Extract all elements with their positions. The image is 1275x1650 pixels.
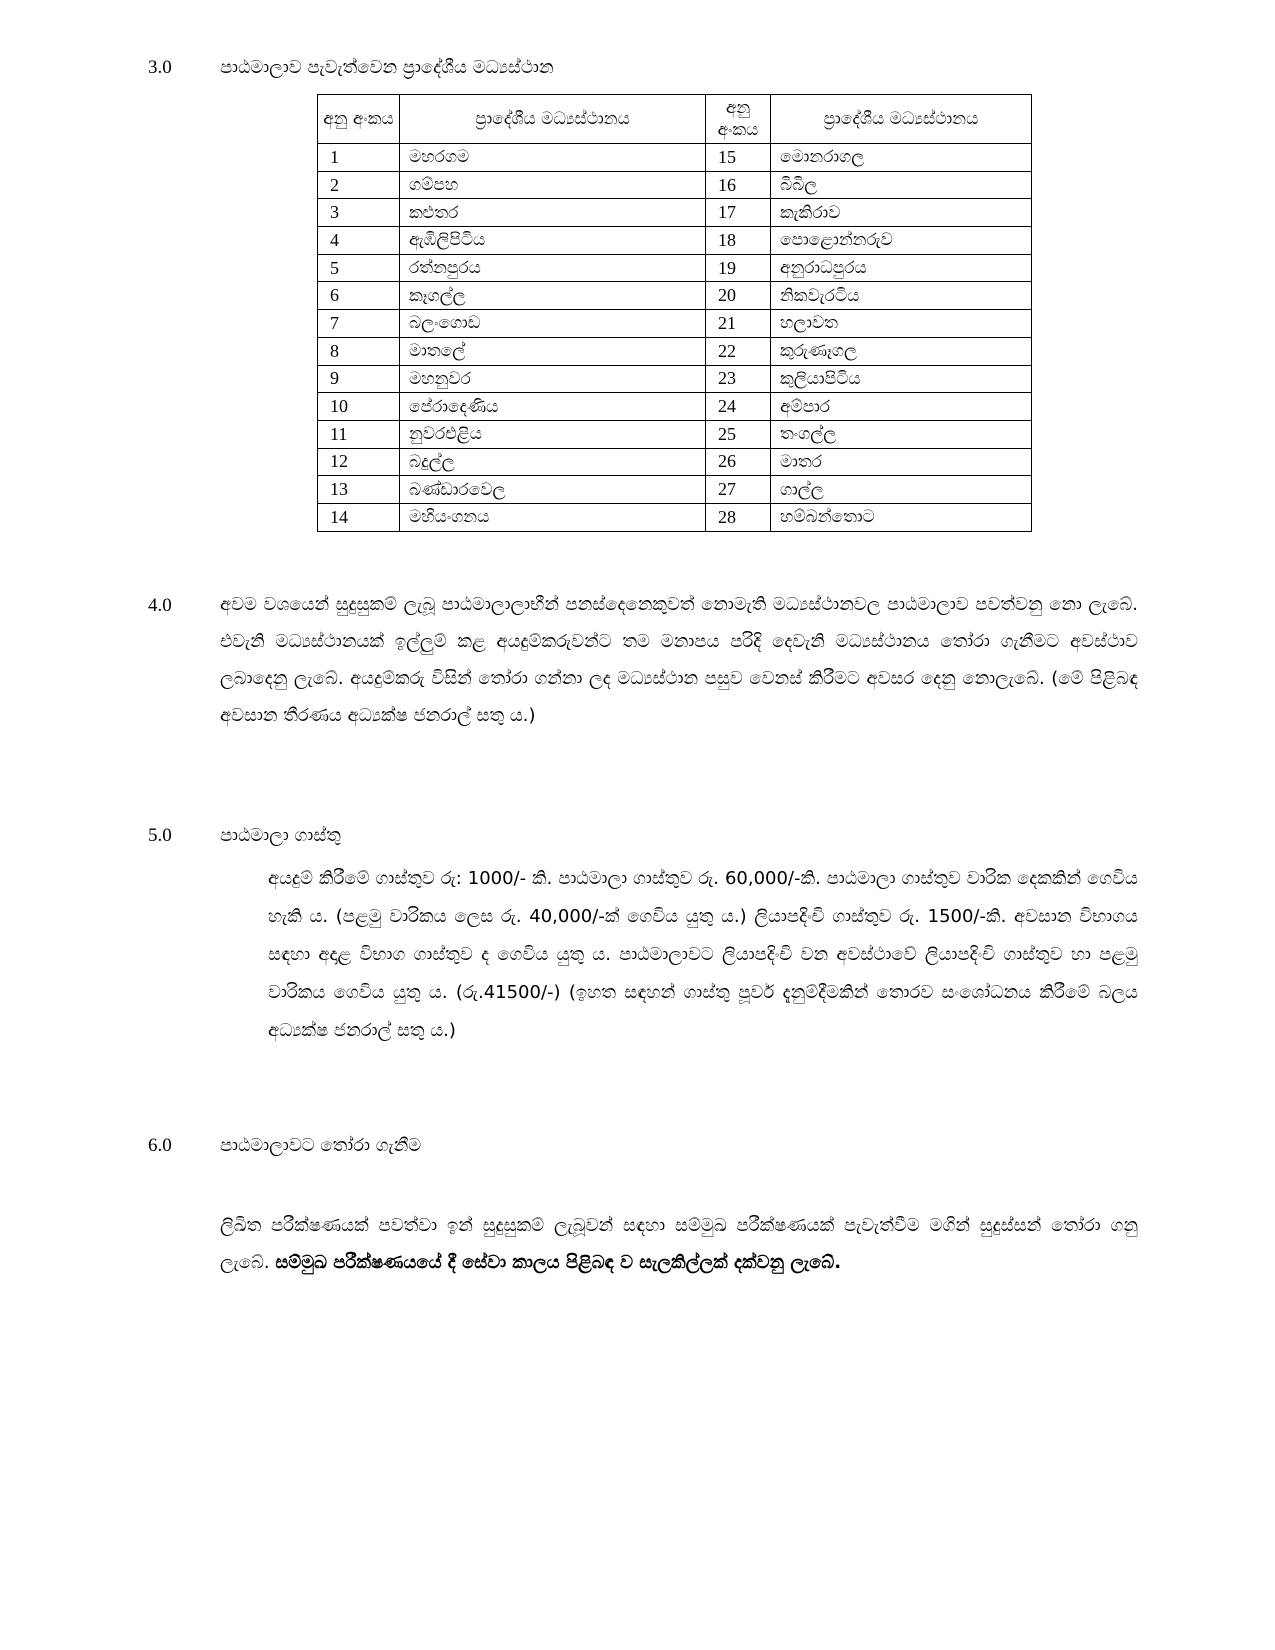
centre-name-cell: රත්නපුරය (400, 254, 706, 282)
centre-name-cell: පේරාදෙණිය (400, 393, 706, 421)
centre-name-cell: ගම්පහ (400, 171, 706, 199)
centre-name-cell: බලංගොඩ (400, 310, 706, 338)
serial-no-cell: 12 (318, 448, 400, 476)
section-5-number: 5.0 (148, 825, 172, 846)
serial-no-cell: 17 (706, 199, 771, 227)
serial-no-cell: 15 (706, 144, 771, 172)
header-regional-centre: ප්‍රාදේශීය මධ්‍යස්ථානය (400, 95, 706, 144)
table-row (318, 199, 1032, 227)
centre-name-cell: ඇඹිලිපිටිය (400, 227, 706, 255)
centre-name-cell: මහියංගනය (400, 503, 706, 531)
serial-no-cell: 9 (318, 365, 400, 393)
centre-name-cell: කුරුණෑගල (771, 337, 1032, 365)
serial-no-cell: 22 (706, 337, 771, 365)
header-serial-no: අනු අංකය (706, 95, 771, 144)
serial-no-cell: 11 (318, 420, 400, 448)
serial-no-cell: 19 (706, 254, 771, 282)
centre-name-cell: කළුතර (400, 199, 706, 227)
centre-name-cell: මාතර (771, 448, 1032, 476)
centre-name-cell: නිකවැරටිය (771, 282, 1032, 310)
table-row (318, 282, 1032, 310)
serial-no-cell: 13 (318, 476, 400, 504)
section-6-paragraph (220, 1207, 1138, 1281)
section-5-paragraph (268, 860, 1138, 1050)
table-row (318, 448, 1032, 476)
centre-name-cell: නුවරඑළිය (400, 420, 706, 448)
table-row (318, 171, 1032, 199)
centre-name-cell: පොළොන්නරුව (771, 227, 1032, 255)
serial-no-cell: 2 (318, 171, 400, 199)
table-row (318, 393, 1032, 421)
serial-no-cell: 5 (318, 254, 400, 282)
centre-name-cell: ගාල්ල (771, 476, 1032, 504)
table-row (318, 503, 1032, 531)
centre-name-cell: අම්පාර (771, 393, 1032, 421)
serial-no-cell: 27 (706, 476, 771, 504)
centre-name-cell: බිබිල (771, 171, 1032, 199)
serial-no-cell: 3 (318, 199, 400, 227)
centre-name-cell: මොනරාගල (771, 144, 1032, 172)
serial-no-cell: 4 (318, 227, 400, 255)
header-regional-centre: ප්‍රාදේශීය මධ්‍යස්ථානය (771, 95, 1032, 144)
table-body (318, 144, 1032, 532)
serial-no-cell: 24 (706, 393, 771, 421)
serial-no-cell: 14 (318, 503, 400, 531)
centre-name-cell: තංගල්ල (771, 420, 1032, 448)
centre-name-cell: අනුරාධපුරය (771, 254, 1032, 282)
section-6-title: පාඨමාලාවට තෝරා ගැනීම (220, 1135, 422, 1156)
serial-no-cell: 10 (318, 393, 400, 421)
serial-no-cell: 23 (706, 365, 771, 393)
table-row (318, 310, 1032, 338)
table-row (318, 420, 1032, 448)
section-5-text: අයදුම් කිරීමේ ගාස්තුව රු: 1000/- කි. පාඨමාලා ගාස්තුව රු. 60,000/-කි. පාඨමාලා ගාස්තුව වාරික දෙකකින් ගෙවිය හැකි ය. (පළමු වාරිකය ලෙස රු. 40,000/-ක් ගෙවිය යුතු ය.) ලියාපදිංචි ගාස්තුව රු. 1500/-කි. අවසාන විභාගය සඳහා අදාළ විභාග ගාස්තුව ද ගෙවිය යුතු ය. පාඨමාලාවට ලියාපදිංචි වන අවස්ථාවේ ලියාපදිංචි ගාස්තුව හා පළමු වාරිකය ගෙවිය යුතු ය. (රු.41500/-) (ඉහත සඳහන් ගාස්තු පූර්ව දැනුම්දීමකින් තොරව සංශෝධනය කිරීමේ බලය අධ්‍යක්ෂ ජනරාල් සතු ය.) (268, 868, 1138, 1041)
section-4-paragraph (220, 586, 1138, 734)
centre-name-cell: බණ්ඩාරවෙල (400, 476, 706, 504)
table-row (318, 337, 1032, 365)
section-4-text: අවම වශයෙන් සුදුසුකම් ලැබූ පාඨමාලාලාභීන් පනස්දෙනෙකුවත් නොමැති මධ්‍යස්ථානවල පාඨමාලාව පවත්වනු නො ලැබේ. එවැනි මධ්‍යස්ථානයක් ඉල්ලුම් කළ අයදුම්කරුවන්ට තම මනාපය පරිදි දෙවැනි මධ්‍යස්ථානය තෝරා ගැනීමට අවස්ථාව ලබාදෙනු ලැබේ. අයදුම්කරු විසින් තෝරා ගන්නා ලද මධ්‍යස්ථාන පසුව වෙනස් කිරීමට අවසර දෙනු නොලැබේ. (මේ පිළිබඳ අවසාන තීරණය අධ්‍යක්ෂ ජනරාල් සතු ය.) (220, 594, 1138, 726)
serial-no-cell: 16 (706, 171, 771, 199)
centre-name-cell: හලාවත (771, 310, 1032, 338)
section-6-number: 6.0 (148, 1135, 172, 1156)
serial-no-cell: 7 (318, 310, 400, 338)
centre-name-cell: බදුල්ල (400, 448, 706, 476)
table-row (318, 476, 1032, 504)
section-3-title: පාඨමාලාව පැවැත්වෙන ප්‍රාදේශීය මධ්‍යස්ථාන (220, 57, 554, 78)
serial-no-cell: 26 (706, 448, 771, 476)
serial-no-cell: 8 (318, 337, 400, 365)
serial-no-cell: 1 (318, 144, 400, 172)
serial-no-cell: 28 (706, 503, 771, 531)
centre-name-cell: කැකිරාව (771, 199, 1032, 227)
section-4-number: 4.0 (148, 595, 172, 616)
serial-no-cell: 18 (706, 227, 771, 255)
table-row (318, 365, 1032, 393)
serial-no-cell: 20 (706, 282, 771, 310)
centre-name-cell: හම්බන්තොට (771, 503, 1032, 531)
centre-name-cell: කෑගල්ල (400, 282, 706, 310)
centre-name-cell: මහරගම (400, 144, 706, 172)
centre-name-cell: මාතලේ (400, 337, 706, 365)
table-row (318, 227, 1032, 255)
table-header-row (318, 95, 1032, 144)
section-5-title: පාඨමාලා ගාස්තු (220, 825, 341, 846)
section-3-number: 3.0 (148, 57, 172, 78)
serial-no-cell: 6 (318, 282, 400, 310)
centre-name-cell: මහනුවර (400, 365, 706, 393)
table-row (318, 144, 1032, 172)
table-row (318, 254, 1032, 282)
section-6-bold-text: සම්මුඛ පරීක්ෂණයයේ දී සේවා කාලය පිළිබඳ ව සැලකිල්ලක් දක්වනු ලැබේ. (275, 1252, 842, 1273)
regional-centres-table (317, 94, 1032, 532)
centre-name-cell: කුලියාපිටිය (771, 365, 1032, 393)
serial-no-cell: 21 (706, 310, 771, 338)
header-serial-no: අනු අංකය (318, 95, 400, 144)
serial-no-cell: 25 (706, 420, 771, 448)
section-6-text: ලිඛිත පරීක්ෂණයක් පවත්වා ඉන් සුදුසුකම් ලැබූවන් සඳහා සම්මුඛ පරීක්ෂණයක් පැවැත්වීම මගින් සුදුස්සන් තෝරා ගනු ලැබේ. (220, 1215, 1138, 1273)
